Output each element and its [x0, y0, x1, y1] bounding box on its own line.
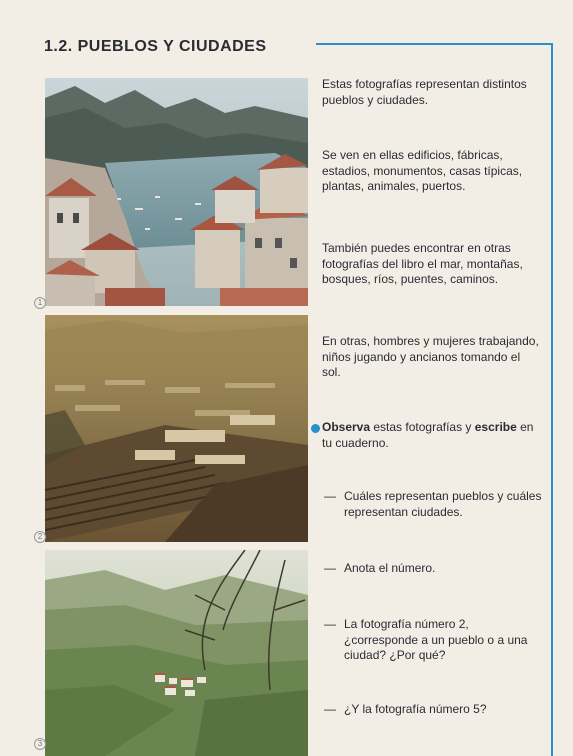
dash-icon: — [324, 617, 336, 631]
instruction-text-end: en tu cuaderno. [322, 420, 534, 450]
dash-icon: — [324, 702, 336, 716]
instruction-bold-escribe: escribe [474, 420, 517, 434]
photo-number-badge: 3 [34, 738, 46, 750]
photo-coastal-town [45, 78, 308, 306]
frame-line-right [551, 43, 553, 756]
buildings-paragraph: Se ven en ellas edificios, fábricas, estadios, monumentos, casas típicas, plantas, animales, puertos. [322, 148, 523, 193]
bullet-icon [311, 424, 320, 433]
frame-line-top [316, 43, 553, 45]
section-title: 1.2. PUEBLOS Y CIUDADES [44, 38, 267, 55]
instruction-bold-observa: Observa [322, 420, 371, 434]
dash-icon: — [324, 561, 336, 575]
question-text: Cuáles representan pueblos y cuáles representan ciudades. [344, 489, 542, 519]
question-text: La fotografía número 2, ¿corresponde a un pueblo o a una ciudad? ¿Por qué? [344, 617, 528, 662]
question-text: Anota el número. [344, 561, 436, 575]
photo-number-badge: 1 [34, 297, 46, 309]
dash-icon: — [324, 489, 336, 503]
photo-industrial-city [45, 315, 308, 542]
instruction-text: estas fotografías y [370, 420, 475, 434]
people-paragraph: En otras, hombres y mujeres trabajando, niños jugando y ancianos tomando el sol. [322, 334, 539, 379]
question-text: ¿Y la fotografía número 5? [344, 702, 487, 716]
instruction-paragraph [322, 420, 540, 451]
photo-mountain-village [45, 550, 308, 756]
other-photos-paragraph: También puedes encontrar en otras fotografías del libro el mar, montañas, bosques, ríos, puentes, caminos. [322, 241, 523, 286]
intro-paragraph: Estas fotografías representan distintos pueblos y ciudades. [322, 77, 527, 107]
photo-number-badge: 2 [34, 531, 46, 543]
